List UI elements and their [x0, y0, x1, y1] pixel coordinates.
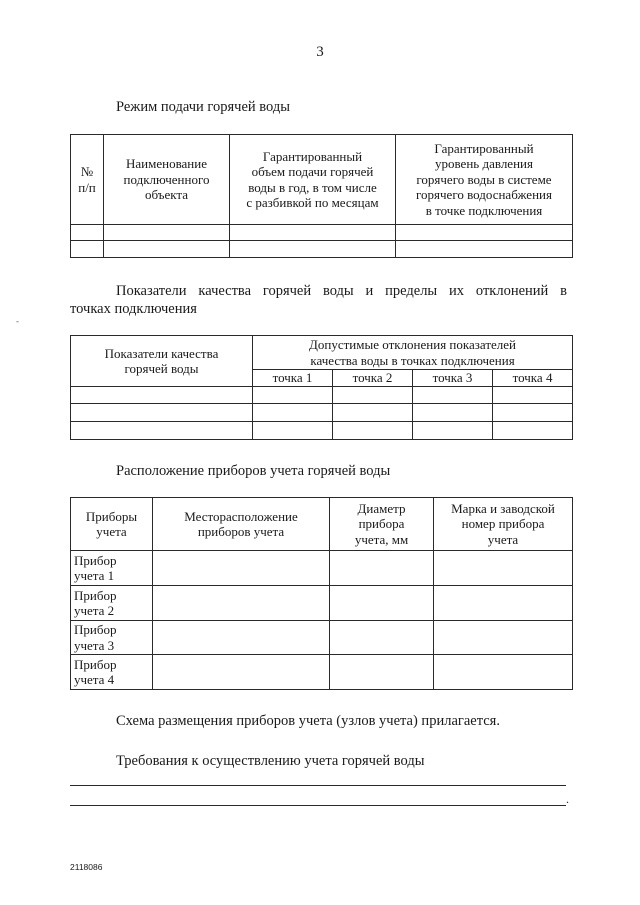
table-cell[interactable]	[71, 404, 253, 422]
table-cell[interactable]	[330, 586, 434, 621]
supply-mode-heading: Режим подачи горячей воды	[116, 99, 290, 115]
accounting-heading: Требования к осуществлению учета горячей воды	[116, 753, 425, 769]
header-point-2: точка 2	[333, 370, 413, 387]
table-row	[71, 225, 573, 241]
quality-table	[70, 335, 573, 440]
table-cell[interactable]	[104, 241, 230, 258]
meter-label-2	[71, 586, 153, 621]
header-number	[71, 135, 104, 225]
table-cell[interactable]	[413, 387, 493, 404]
meters-table	[70, 497, 573, 690]
header-number-text: № п/п	[78, 164, 96, 195]
table-cell[interactable]	[493, 422, 573, 440]
header-quality-indicators-text: Показатели качества горячей воды	[104, 345, 219, 376]
table-cell[interactable]	[413, 422, 493, 440]
header-brand-serial	[434, 498, 573, 551]
header-point-3: точка 3	[413, 370, 493, 387]
table-row	[71, 551, 573, 586]
table-row	[71, 404, 573, 422]
table-row	[71, 422, 573, 440]
header-diameter	[330, 498, 434, 551]
header-brand-serial-text: Марка и заводской номер прибора учета	[451, 500, 555, 547]
table-cell[interactable]	[330, 655, 434, 690]
header-object-name-text: Наименование подключенного объекта	[123, 156, 210, 203]
table-cell[interactable]	[104, 225, 230, 241]
table-cell[interactable]	[153, 551, 330, 586]
header-point-1: точка 1	[253, 370, 333, 387]
table-row	[71, 241, 573, 258]
table-cell[interactable]	[153, 655, 330, 690]
quality-heading-line2: точках подключения	[70, 301, 197, 317]
table-cell[interactable]	[434, 551, 573, 586]
table-cell[interactable]	[434, 655, 573, 690]
table-cell[interactable]	[230, 225, 396, 241]
header-location-text: Месторасположение приборов учета	[184, 508, 298, 539]
supply-mode-table	[70, 134, 573, 258]
table-row	[71, 586, 573, 621]
table-cell[interactable]	[333, 404, 413, 422]
table-row	[71, 621, 573, 655]
header-supply-volume-text: Гарантированный объем подачи горячей воды в год, в том числе с разбивкой по месяцам	[246, 148, 379, 210]
header-pressure-level	[396, 135, 573, 225]
meter-label-1	[71, 551, 153, 586]
meter-label-3-text: Прибор учета 3	[74, 622, 117, 653]
table-cell[interactable]	[434, 621, 573, 655]
header-pressure-level-text: Гарантированный уровень давления горячего воды в системе горячего водоснабжения в точке подключения	[416, 140, 552, 218]
table-cell[interactable]	[493, 387, 573, 404]
page-number: 3	[316, 44, 324, 60]
scheme-note: Схема размещения приборов учета (узлов учета) прилагается.	[116, 713, 500, 729]
table-cell[interactable]	[333, 387, 413, 404]
meter-label-2-text: Прибор учета 2	[74, 587, 117, 618]
header-allowed-deviations-text: Допустимые отклонения показателей качества воды в точках подключения	[309, 337, 517, 368]
table-cell[interactable]	[153, 621, 330, 655]
table-cell[interactable]	[153, 586, 330, 621]
header-point-4: точка 4	[493, 370, 573, 387]
margin-mark: -	[16, 316, 19, 326]
meter-label-4-text: Прибор учета 4	[74, 656, 117, 687]
table-row	[71, 387, 573, 404]
header-allowed-deviations	[253, 336, 573, 370]
header-object-name	[104, 135, 230, 225]
blank-line-1[interactable]	[70, 785, 566, 786]
table-cell[interactable]	[413, 404, 493, 422]
header-diameter-text: Диаметр прибора учета, мм	[354, 500, 409, 547]
document-code: 2118086	[70, 862, 103, 872]
header-location	[153, 498, 330, 551]
blank-line-2[interactable]	[70, 805, 566, 806]
end-mark: .	[566, 792, 569, 806]
table-cell[interactable]	[396, 241, 573, 258]
table-cell[interactable]	[230, 241, 396, 258]
header-meters-text: Приборы учета	[85, 508, 138, 539]
table-cell[interactable]	[434, 586, 573, 621]
table-row	[71, 655, 573, 690]
table-cell[interactable]	[396, 225, 573, 241]
table-cell[interactable]	[330, 621, 434, 655]
table-cell[interactable]	[71, 422, 253, 440]
header-quality-indicators	[71, 336, 253, 387]
meter-label-1-text: Прибор учета 1	[74, 552, 117, 583]
header-meters	[71, 498, 153, 551]
quality-heading-line1: Показатели качества горячей воды и пределы их отклонений в	[116, 283, 567, 299]
table-cell[interactable]	[253, 387, 333, 404]
table-cell[interactable]	[71, 387, 253, 404]
table-cell[interactable]	[71, 225, 104, 241]
meters-heading: Расположение приборов учета горячей воды	[116, 463, 391, 479]
table-cell[interactable]	[333, 422, 413, 440]
table-cell[interactable]	[493, 404, 573, 422]
table-cell[interactable]	[71, 241, 104, 258]
meter-label-3	[71, 621, 153, 655]
header-supply-volume	[230, 135, 396, 225]
meter-label-4	[71, 655, 153, 690]
table-cell[interactable]	[330, 551, 434, 586]
table-cell[interactable]	[253, 404, 333, 422]
table-cell[interactable]	[253, 422, 333, 440]
